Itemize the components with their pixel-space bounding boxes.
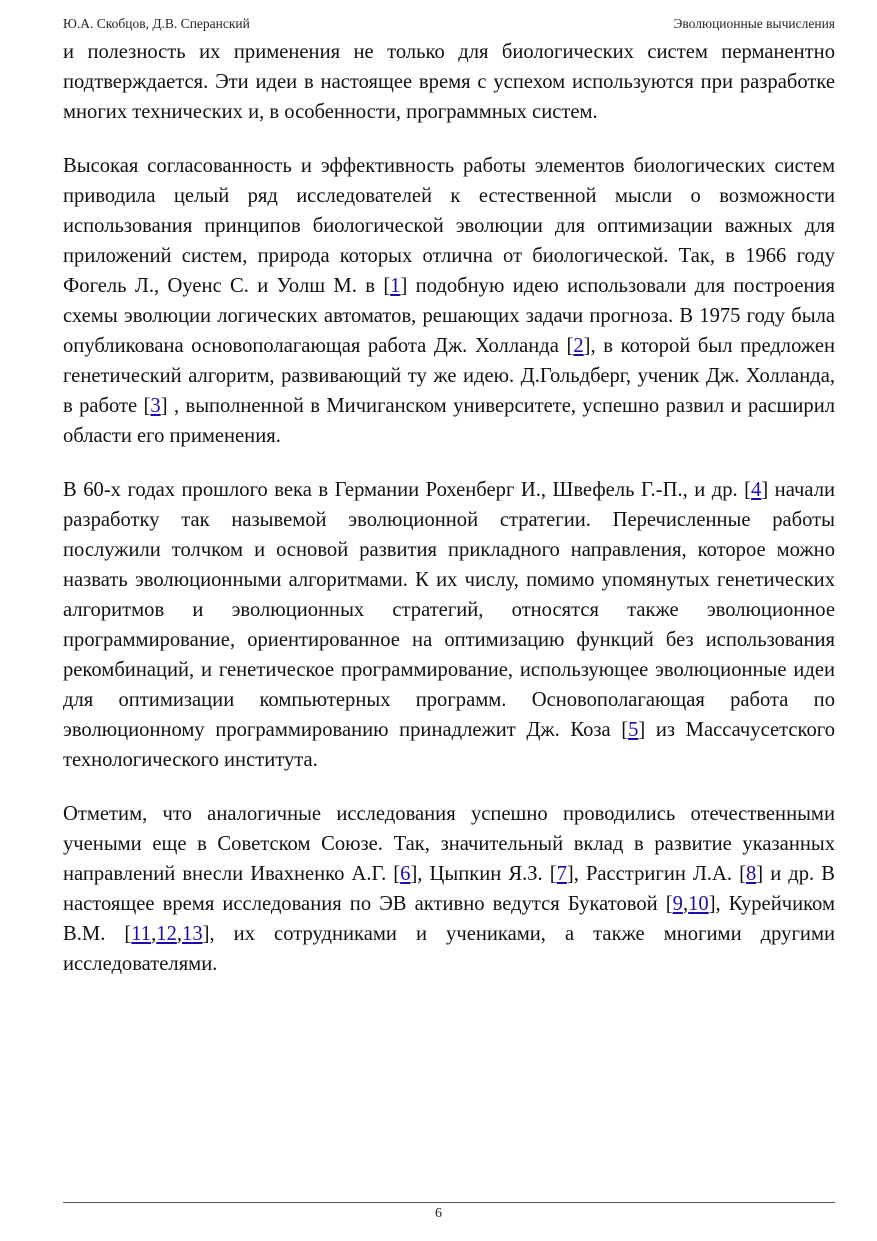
paragraph xyxy=(63,799,835,979)
reference-link[interactable]: 13 xyxy=(182,923,203,945)
footer-rule xyxy=(63,1202,835,1203)
paragraph xyxy=(63,37,835,127)
reference-link[interactable]: 6 xyxy=(400,863,411,885)
paragraph-text: ], в которой был предложен генетический алгоритм, развивающий ту же идею. Д.Гольдберг, ученик Дж. Холланда, в работе [ xyxy=(63,335,835,417)
reference-link[interactable]: 10 xyxy=(688,893,709,915)
paragraph-text: В 60-х годах прошлого века в Германии Рохенберг И., Швефель Г.-П., и др. [ xyxy=(63,479,752,501)
paragraph-text: , xyxy=(151,923,157,945)
reference-link[interactable]: 5 xyxy=(628,719,639,741)
paragraph-text: ], Расстригин Л.А. [ xyxy=(566,863,746,885)
paragraph-text: ] подобную идею использовали для построения схемы эволюции логических автоматов, решающих задачи прогноза. В 1975 году была опубликована основополагающая работа Дж. Холланда [ xyxy=(63,275,835,357)
paragraph-text: ], Цыпкин Я.З. [ xyxy=(410,863,557,885)
paragraph xyxy=(63,475,835,775)
paragraph-text: ] из Массачусетского технологического института. xyxy=(63,719,835,771)
header-authors: Ю.А. Скобцов, Д.В. Сперанский xyxy=(63,16,250,31)
paragraph-text: , xyxy=(682,893,689,915)
paragraph-text: , xyxy=(176,923,183,945)
paragraph-text: ] , выполненной в Мичиганском университете, успешно развил и расширил области его применения. xyxy=(63,395,835,447)
paragraph-text: ] и др. В настоящее время исследования по ЭВ активно ведутся Букатовой [ xyxy=(63,863,835,915)
reference-link[interactable]: 8 xyxy=(745,863,757,885)
header-title: Эволюционные вычисления xyxy=(673,16,835,31)
paragraph-text: и полезность их применения не только для биологических систем перманентно подтверждается. Эти идеи в настоящее время с успехом используются при разработке многих технических и, в особенности, программных систем. xyxy=(63,41,835,123)
reference-link[interactable]: 2 xyxy=(573,335,584,357)
paragraph-text: ], Курейчиком В.М. [ xyxy=(63,893,835,945)
paragraph xyxy=(63,151,835,451)
paragraph-text: Высокая согласованность и эффективность работы элементов биологических систем приводила целый ряд исследователей к естественной мысли о возможности использования принципов биологической эволюции для оптимизации важных для приложений систем, природа которых отлична от биологической. Так, в 1966 году Фогель Л., Оуенс С. и Уолш М. в [ xyxy=(63,155,835,297)
reference-link[interactable]: 12 xyxy=(156,923,177,945)
page-number: 6 xyxy=(435,1206,442,1221)
reference-link[interactable]: 9 xyxy=(672,893,683,915)
reference-link[interactable]: 7 xyxy=(556,863,567,885)
reference-link[interactable]: 1 xyxy=(390,275,401,297)
body-text xyxy=(63,37,835,1003)
reference-link[interactable]: 4 xyxy=(751,479,762,501)
paragraph-text: ] начали разработку так назывемой эволюционной стратегии. Перечисленные работы послужили толчком и основой развития прикладного направления, которое можно назвать эволюционными алгоритмами. К их числу, помимо упомянутых генетических алгоритмов и эволюционных стратегий, относятся также эволюционное программирование, ориентированное на оптимизацию функций без использования рекомбинаций, и генетическое программирование, использующее эволюционные идеи для оптимизации компьютерных программ. Основополагающая работа по эволюционному программированию принадлежит Дж. Коза [ xyxy=(63,479,835,741)
reference-link[interactable]: 11 xyxy=(131,923,152,945)
paragraph-text: Отметим, что аналогичные исследования успешно проводились отечественными учеными еще в Советском Союзе. Так, значительный вклад в развитие указанных направлений внесли Ивахненко А.Г. [ xyxy=(63,803,835,885)
reference-link[interactable]: 3 xyxy=(150,395,161,417)
paragraph-text: ], их сотрудниками и учениками, а также многими другими исследователями. xyxy=(63,923,835,975)
running-header xyxy=(63,16,835,34)
